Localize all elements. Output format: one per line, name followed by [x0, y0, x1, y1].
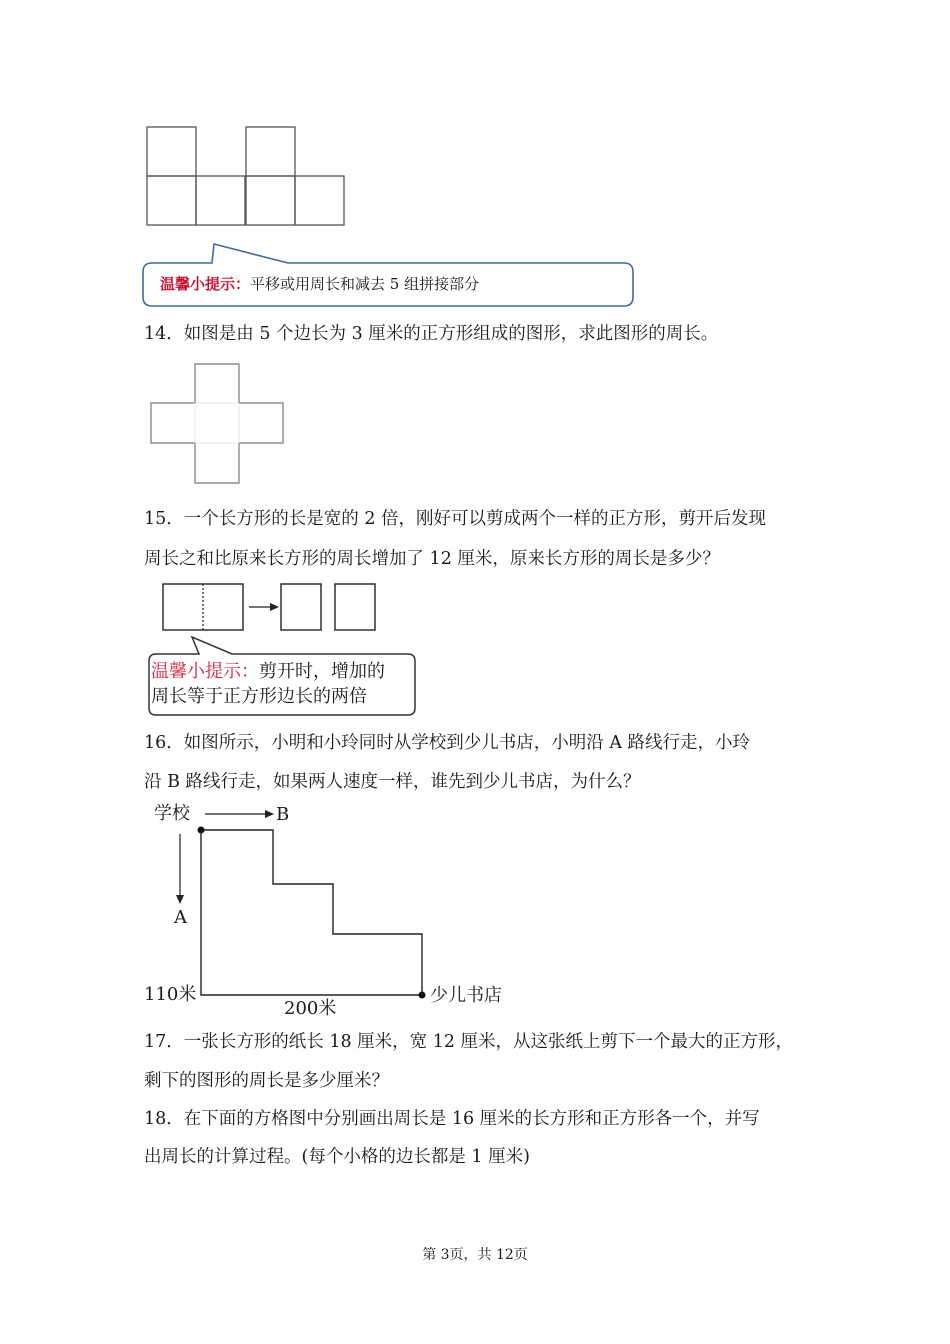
q18-line1: 18．在下面的方格图中分别画出周长是 16 厘米的长方形和正方形各一个，并写	[144, 1109, 760, 1129]
q17-line1: 17．一张长方形的纸长 18 厘米，宽 12 厘米，从这张纸上剪下一个最大的正方形，	[144, 1032, 794, 1052]
school-dot	[198, 827, 205, 834]
label-store: 少儿书店	[430, 985, 502, 1006]
label-height: 110米	[144, 984, 197, 1005]
tip1-label: 温馨小提示：	[160, 275, 251, 293]
label-width: 200米	[284, 998, 337, 1019]
tip2-text2: 周长等于正方形边长的两倍	[151, 686, 367, 707]
q16-line1: 16．如图所示，小明和小玲同时从学校到少儿书店，小明沿 A 路线行走，小玲	[144, 733, 751, 753]
label-school: 学校	[154, 803, 190, 824]
label-route-b: B	[276, 804, 290, 825]
tip2-text1: 剪开时，增加的	[259, 661, 385, 682]
route-a-path	[201, 830, 422, 995]
q15-line2: 周长之和比原来长方形的周长增加了 12 厘米，原来长方形的周长是多少？	[144, 549, 720, 569]
q16-line2: 沿 B 路线行走，如果两人速度一样，谁先到少儿书店，为什么？	[144, 772, 641, 792]
tip1-text: 平移或用周长和减去 5 组拼接部分	[250, 275, 480, 293]
tip2-label: 温馨小提示：	[151, 661, 259, 682]
q15-line1: 15．一个长方形的长是宽的 2 倍，刚好可以剪成两个一样的正方形，剪开后发现	[144, 509, 767, 529]
route-b-path	[201, 830, 422, 995]
q18-line2: 出周长的计算过程。(每个小格的边长都是 1 厘米)	[144, 1147, 530, 1167]
page-footer: 第 3页，共 12页	[422, 1247, 528, 1263]
label-route-a: A	[174, 907, 187, 928]
store-dot	[419, 992, 426, 999]
q17-line2: 剩下的图形的周长是多少厘米？	[144, 1071, 389, 1091]
q14-text: 14．如图是由 5 个边长为 3 厘米的正方形组成的图形，求此图形的周长。	[144, 324, 719, 344]
